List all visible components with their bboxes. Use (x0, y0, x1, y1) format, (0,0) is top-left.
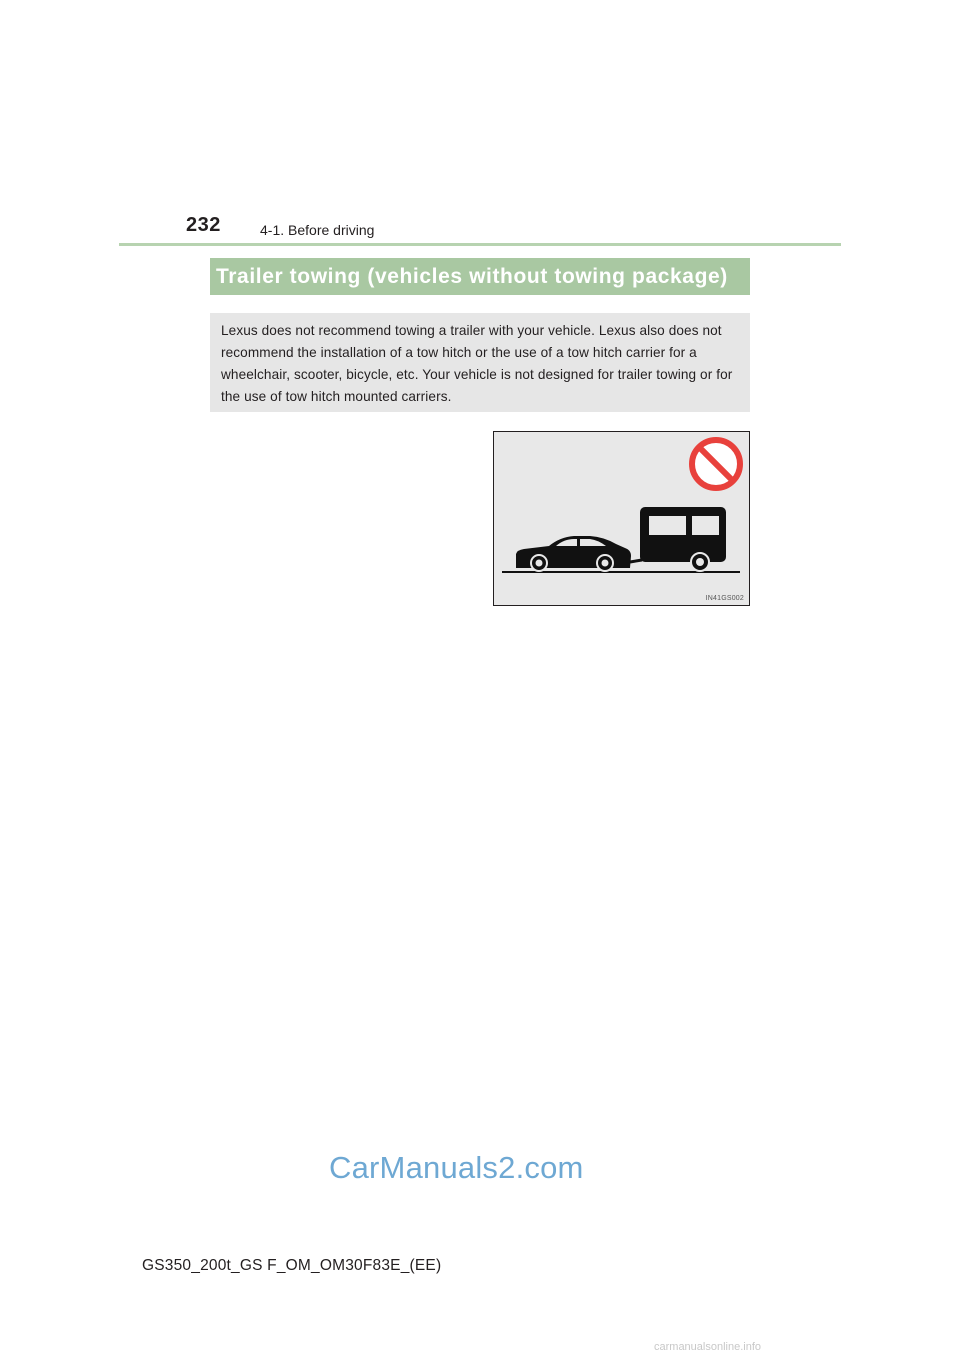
page-number: 232 (186, 214, 221, 236)
intro-box (210, 313, 750, 412)
header-rule (119, 243, 841, 246)
section-title: Trailer towing (vehicles without towing package) (216, 264, 728, 288)
document-code: GS350_200t_GS F_OM_OM30F83E_(EE) (142, 1257, 442, 1274)
tow-bar (630, 560, 642, 562)
source-stamp: carmanualsonline.info (654, 1341, 762, 1353)
figure-code: IN41GS002 (705, 595, 744, 602)
watermark: CarManuals2.com (329, 1150, 584, 1185)
towing-prohibited-figure (493, 431, 750, 606)
no-symbol-icon (692, 440, 740, 488)
intro-text: Lexus does not recommend towing a trailer with your vehicle. Lexus also does not recommend the installation of a tow hitch or the use of a tow hitch carrier for a wheelchair, scooter, bicycle, etc. Your vehicle is not designed for trailer towing or for the use of tow hitch mounted carriers. (221, 323, 733, 404)
section-label: 4-1. Before driving (260, 222, 375, 238)
car-icon (516, 536, 631, 571)
trailer-icon (640, 507, 726, 571)
section-title-bar (210, 258, 750, 295)
figure-illustration (494, 432, 749, 605)
